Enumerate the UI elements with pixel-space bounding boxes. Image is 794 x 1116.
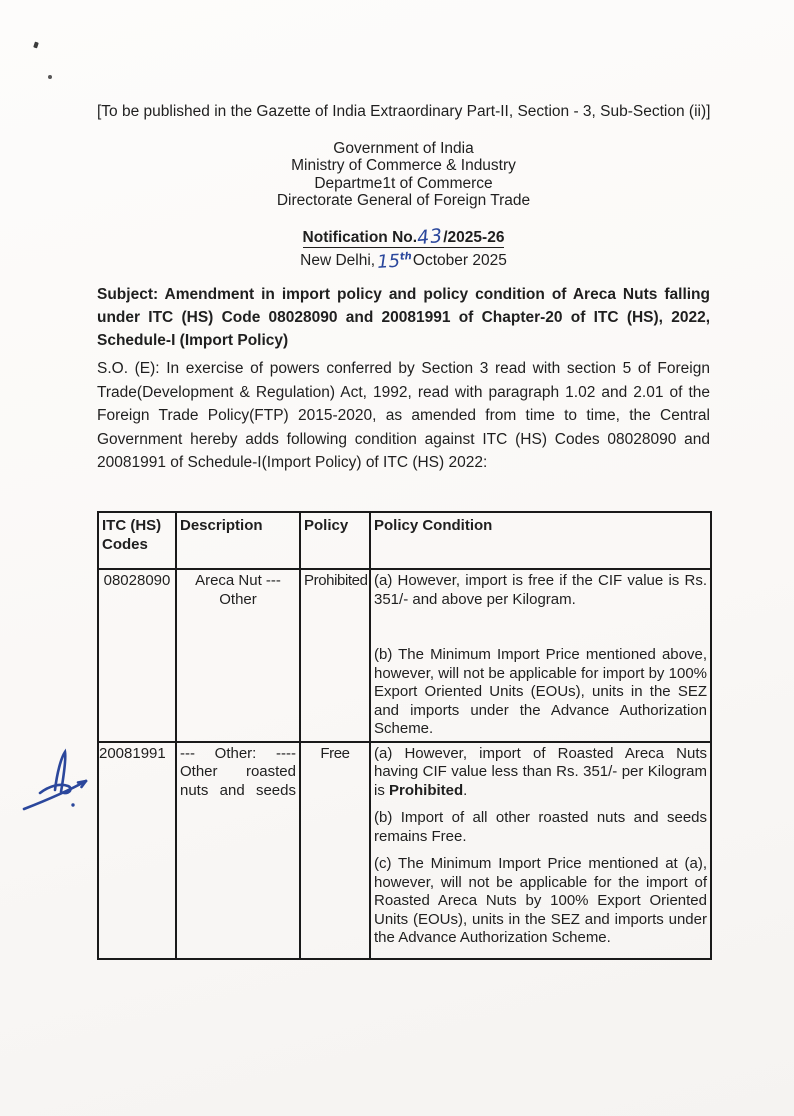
signature-mark bbox=[20, 746, 100, 816]
condition-paragraph: (c) The Minimum Import Price mentioned at (a), however, will not be applicable for the import of Roasted Areca Nuts by 100% Export Oriented Units (EOUs), units in the SEZ and imports under the Advance Authorization Scheme. bbox=[374, 855, 707, 946]
dateline-month-year: October 2025 bbox=[412, 252, 507, 269]
condition-paragraph: (b) Import of all other roasted nuts and seeds remains Free. bbox=[374, 809, 707, 845]
column-header: Policy Condition bbox=[370, 512, 711, 569]
cell-policy: Prohibited bbox=[300, 569, 370, 742]
cell-description: --- Other: ---- Other roasted nuts and seeds bbox=[176, 742, 300, 959]
table-row bbox=[98, 742, 711, 959]
column-header: Policy bbox=[300, 512, 370, 569]
org-line-ministry: Ministry of Commerce & Industry bbox=[291, 157, 516, 175]
cell-policy-condition bbox=[370, 742, 711, 959]
notification-line bbox=[97, 224, 710, 250]
gazette-line: [To be published in the Gazette of India Extraordinary Part-II, Section - 3, Sub-Section (ii)] bbox=[97, 103, 711, 120]
policy-table-header-row bbox=[98, 512, 711, 569]
cell-policy: Free bbox=[300, 742, 370, 959]
cell-description: Areca Nut --- Other bbox=[176, 569, 300, 742]
org-line-department: Departme1t of Commerce bbox=[314, 174, 493, 192]
dateline bbox=[97, 247, 710, 273]
cell-policy-condition bbox=[370, 569, 711, 742]
column-header: ITC (HS) Codes bbox=[98, 512, 176, 569]
notification-number-handwritten: 43 bbox=[416, 224, 445, 250]
ink-speck bbox=[33, 42, 39, 49]
so-paragraph: S.O. (E): In exercise of powers conferred by Section 3 read with section 5 of Foreign Trade(Development & Regulation) Act, 1992, read with paragraph 1.02 and 2.01 of the Foreign Trade Policy(FTP) 2015-2020, as amended from time to time, the Central Government hereby adds following condition against ITC (HS) Codes 08028090 and 20081991 of Schedule-I(Import Policy) of ITC (HS) 2022: bbox=[97, 360, 710, 471]
dateline-place: New Delhi, bbox=[300, 252, 376, 269]
column-header: Description bbox=[176, 512, 300, 569]
cell-itc-code: 20081991 bbox=[98, 742, 176, 959]
org-line-directorate: Directorate General of Foreign Trade bbox=[276, 191, 531, 209]
subject-paragraph: Subject: Amendment in import policy and policy condition of Areca Nuts falling under ITC (HS) Code 08028090 and 20081991 of Chapter-20 of ITC (HS), 2022, Schedule-I (Import Policy) bbox=[97, 286, 710, 349]
table-row bbox=[98, 569, 711, 742]
condition-paragraph: (a) However, import is free if the CIF value is Rs. 351/- and above per Kilogram. bbox=[374, 572, 707, 608]
condition-paragraph: (b) The Minimum Import Price mentioned above, however, will not be applicable for import by 100% Export Oriented Units (EOUs), units in the SEZ and imports under the Advance Authorization Scheme. bbox=[374, 646, 707, 737]
policy-table bbox=[97, 511, 712, 960]
cell-itc-code: 08028090 bbox=[98, 569, 176, 742]
condition-paragraph: (a) However, import of Roasted Areca Nuts having CIF value less than Rs. 351/- per Kilogram is Prohibited. bbox=[374, 744, 707, 799]
letterhead-block bbox=[97, 140, 710, 209]
ink-speck bbox=[48, 75, 52, 79]
notification-suffix: /2025-26 bbox=[443, 229, 505, 246]
org-line-government: Government of India bbox=[333, 140, 474, 157]
notification-prefix: Notification No. bbox=[302, 229, 418, 246]
date-day-handwritten: 15th bbox=[376, 250, 413, 273]
